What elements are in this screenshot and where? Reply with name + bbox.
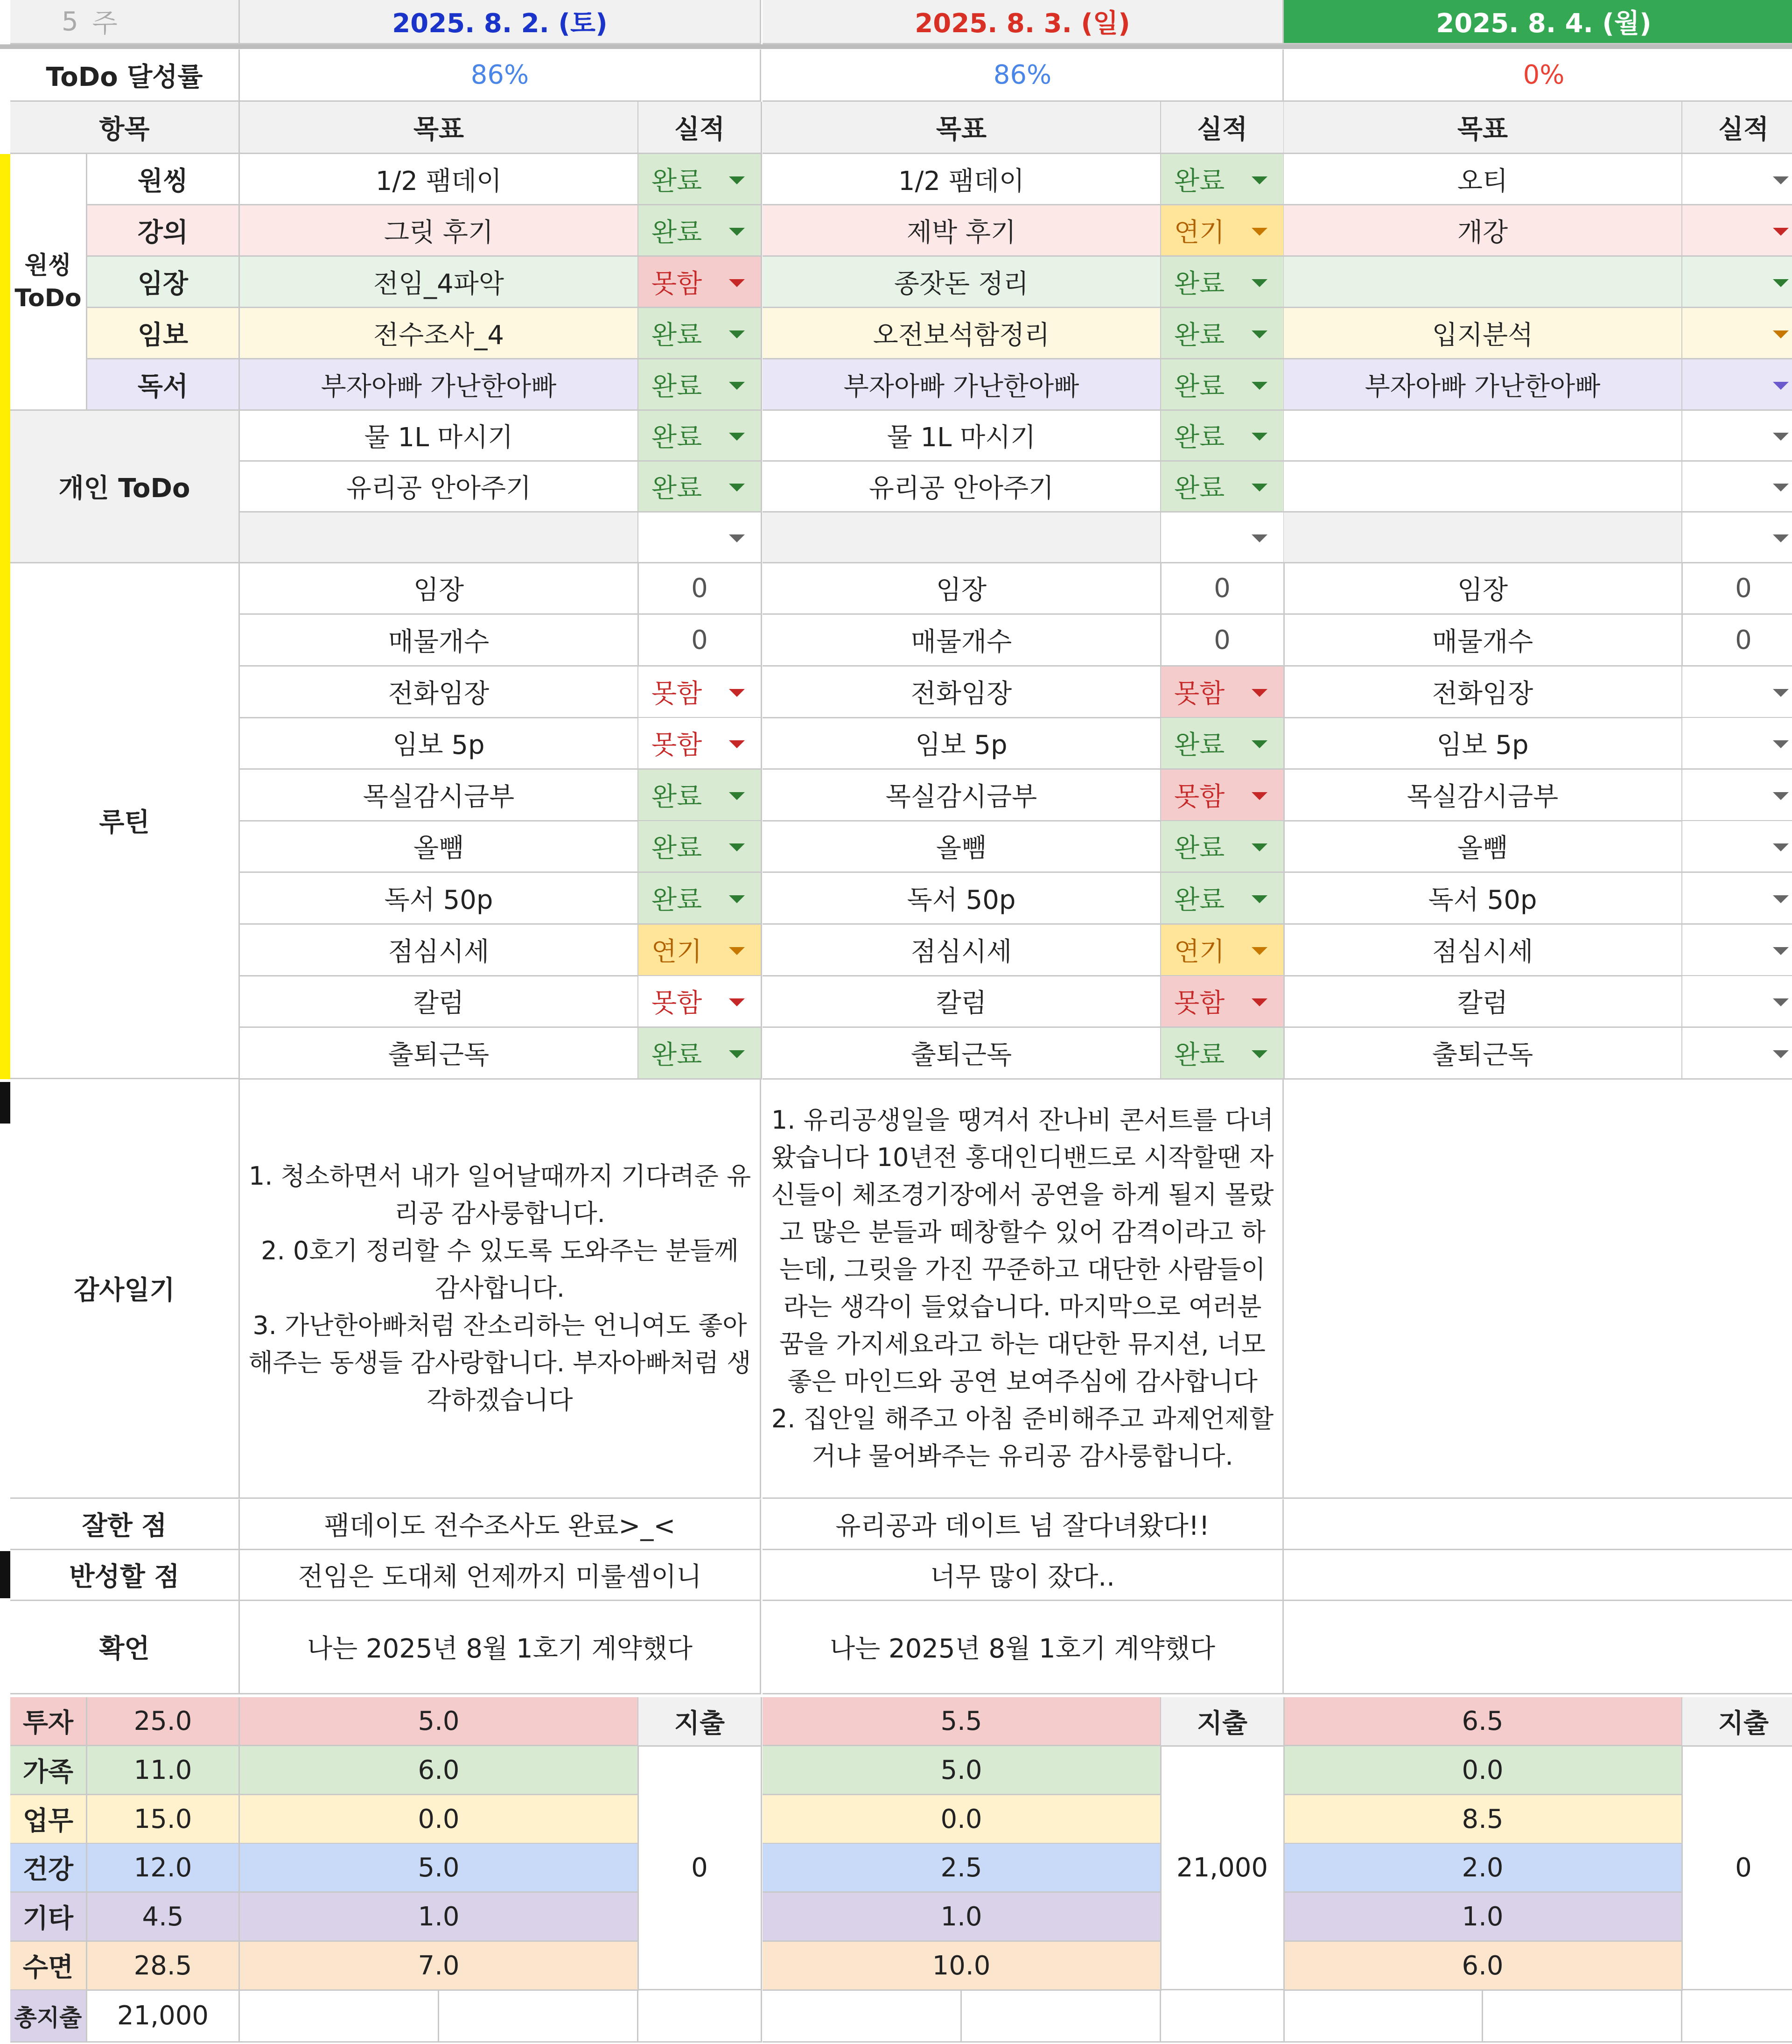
result-status: 못함 <box>651 988 702 1018</box>
goal-cell[interactable]: 임장 <box>763 563 1162 615</box>
time-value[interactable]: 2.5 <box>763 1844 1162 1893</box>
result-dropdown[interactable] <box>638 667 762 718</box>
time-total: 4.5 <box>87 1893 240 1942</box>
empty-cell <box>763 1990 962 2043</box>
time-value[interactable]: 0.0 <box>763 1795 1162 1844</box>
chevron-down-icon[interactable] <box>1252 843 1267 851</box>
chevron-down-icon[interactable] <box>1252 998 1267 1006</box>
empty-cell <box>240 1990 439 2043</box>
goal-cell[interactable]: 임보 5p <box>763 718 1162 770</box>
result-dropdown[interactable] <box>638 821 762 873</box>
chevron-down-icon[interactable] <box>1773 740 1789 748</box>
result-value: 0 <box>1161 615 1285 667</box>
reflect-value[interactable]: 전임은 도대체 언제까지 미룰셈이니 <box>240 1550 761 1601</box>
time-value[interactable]: 1.0 <box>763 1893 1162 1942</box>
row-marker <box>0 563 10 1079</box>
empty-cell <box>1483 1990 1682 2043</box>
result-dropdown[interactable] <box>638 770 762 822</box>
affirm-value[interactable] <box>1284 1601 1792 1694</box>
goal-cell[interactable]: 물 1L 마시기 <box>240 411 639 462</box>
chevron-down-icon[interactable] <box>1773 947 1789 955</box>
result-status: 완료 <box>651 1040 702 1070</box>
goal-cell[interactable]: 전화임장 <box>240 667 639 718</box>
chevron-down-icon[interactable] <box>1773 689 1789 697</box>
goal-cell[interactable]: 입지분석 <box>1284 308 1683 359</box>
goal-cell[interactable] <box>763 513 1162 563</box>
chevron-down-icon[interactable] <box>729 947 745 955</box>
chevron-down-icon[interactable] <box>1252 484 1267 492</box>
time-total: 12.0 <box>87 1844 240 1893</box>
result-dropdown[interactable] <box>1682 667 1792 718</box>
result-dropdown[interactable] <box>1682 411 1792 462</box>
result-dropdown[interactable] <box>1682 154 1792 205</box>
week-unit: 주 <box>92 8 118 39</box>
date-header[interactable]: 2025. 8. 4. (월) <box>1284 0 1792 44</box>
expense-value[interactable]: 0 <box>638 1747 762 1990</box>
goal-cell[interactable]: 독서 50p <box>763 873 1162 925</box>
result-dropdown[interactable] <box>1161 1028 1285 1080</box>
chevron-down-icon[interactable] <box>1773 279 1789 287</box>
date-header[interactable]: 2025. 8. 3. (일) <box>763 0 1284 44</box>
category-label: 임장 <box>87 257 240 308</box>
result-dropdown[interactable] <box>638 718 762 770</box>
goal-cell[interactable]: 독서 50p <box>240 873 639 925</box>
chevron-down-icon[interactable] <box>729 895 745 903</box>
chevron-down-icon[interactable] <box>729 689 745 697</box>
chevron-down-icon[interactable] <box>1252 176 1267 184</box>
chevron-down-icon[interactable] <box>1773 382 1789 390</box>
result-dropdown[interactable] <box>1161 718 1285 770</box>
result-dropdown[interactable] <box>638 462 762 513</box>
chevron-down-icon[interactable] <box>1252 382 1267 390</box>
goal-header: 목표 <box>240 102 639 154</box>
chevron-down-icon[interactable] <box>1252 228 1267 236</box>
result-status: 완료 <box>1174 885 1225 915</box>
result-dropdown[interactable] <box>1161 462 1285 513</box>
goal-cell[interactable]: 전화임장 <box>1284 667 1683 718</box>
goal-cell[interactable]: 칼럼 <box>763 976 1162 1028</box>
goal-cell[interactable]: 그릿 후기 <box>240 205 639 257</box>
result-dropdown[interactable] <box>638 257 762 308</box>
chevron-down-icon[interactable] <box>729 176 745 184</box>
time-category: 기타 <box>10 1893 87 1942</box>
reflect-value[interactable] <box>1284 1550 1792 1601</box>
result-dropdown[interactable] <box>1682 308 1792 359</box>
result-status: 완료 <box>1174 320 1225 351</box>
result-dropdown[interactable] <box>1161 667 1285 718</box>
achievement-value: 0% <box>1284 49 1792 102</box>
chevron-down-icon[interactable] <box>1252 279 1267 287</box>
goal-cell[interactable]: 오티 <box>1284 154 1683 205</box>
result-value: 0 <box>1682 563 1792 615</box>
chevron-down-icon[interactable] <box>1773 534 1789 542</box>
goal-cell[interactable]: 전화임장 <box>763 667 1162 718</box>
time-category: 가족 <box>10 1746 87 1795</box>
result-header: 실적 <box>1161 102 1285 154</box>
week-number: 5 <box>62 6 78 37</box>
category-label: 강의 <box>87 205 240 257</box>
chevron-down-icon[interactable] <box>1252 330 1267 338</box>
time-value[interactable]: 1.0 <box>240 1893 639 1942</box>
row-marker <box>0 1082 10 1124</box>
result-header: 실적 <box>1682 102 1792 154</box>
result-dropdown[interactable] <box>1161 411 1285 462</box>
chevron-down-icon[interactable] <box>729 279 745 287</box>
week-label <box>10 0 240 44</box>
achievement-value: 86% <box>240 49 761 102</box>
row-marker <box>0 154 10 209</box>
time-category: 수면 <box>10 1942 87 1991</box>
time-value[interactable]: 6.0 <box>240 1746 639 1795</box>
time-value[interactable]: 6.5 <box>1284 1697 1683 1746</box>
goal-cell[interactable] <box>1284 513 1683 563</box>
result-dropdown[interactable] <box>638 411 762 462</box>
chevron-down-icon[interactable] <box>1773 895 1789 903</box>
goal-cell[interactable]: 개강 <box>1284 205 1683 257</box>
result-status: 완료 <box>1174 833 1225 864</box>
result-header: 실적 <box>638 102 762 154</box>
result-status: 완료 <box>651 473 702 504</box>
result-dropdown[interactable] <box>638 873 762 925</box>
result-status: 못함 <box>1174 679 1225 709</box>
result-dropdown[interactable] <box>638 976 762 1028</box>
result-dropdown[interactable] <box>638 925 762 976</box>
result-value: 0 <box>638 563 762 615</box>
time-value[interactable]: 0.0 <box>240 1795 639 1844</box>
chevron-down-icon[interactable] <box>1773 1050 1789 1058</box>
time-total: 15.0 <box>87 1795 240 1844</box>
goal-cell[interactable]: 점심시세 <box>763 925 1162 976</box>
time-category: 투자 <box>10 1697 87 1746</box>
good-value[interactable]: 팸데이도 전수조사도 완료>_< <box>240 1499 761 1550</box>
result-status: 완료 <box>1174 371 1225 402</box>
time-value[interactable]: 5.0 <box>240 1844 639 1893</box>
chevron-down-icon[interactable] <box>729 740 745 748</box>
goal-cell[interactable]: 올뺌 <box>240 821 639 873</box>
reflect-label: 반성할 점 <box>10 1550 240 1601</box>
goal-cell[interactable]: 출퇴근독 <box>240 1028 639 1080</box>
result-dropdown[interactable] <box>638 154 762 205</box>
goal-cell[interactable]: 목실감시금부 <box>1284 770 1683 822</box>
chevron-down-icon[interactable] <box>729 792 745 800</box>
category-label: 임보 <box>87 308 240 359</box>
chevron-down-icon[interactable] <box>1773 228 1789 236</box>
group-label-text: 원씽 ToDo <box>14 251 82 312</box>
chevron-down-icon[interactable] <box>1773 998 1789 1006</box>
goal-cell[interactable] <box>240 513 639 563</box>
result-dropdown[interactable] <box>1682 513 1792 563</box>
empty-cell <box>962 1990 1161 2043</box>
chevron-down-icon[interactable] <box>1773 843 1789 851</box>
result-dropdown[interactable] <box>1161 154 1285 205</box>
result-status: 완료 <box>1174 422 1225 453</box>
goal-cell[interactable]: 임보 5p <box>240 718 639 770</box>
expense-header: 지출 <box>1682 1697 1792 1747</box>
time-value[interactable]: 1.0 <box>1284 1893 1683 1942</box>
goal-cell[interactable]: 점심시세 <box>240 925 639 976</box>
result-status: 못함 <box>651 679 702 709</box>
result-status: 완료 <box>651 166 702 197</box>
result-dropdown[interactable] <box>1682 873 1792 925</box>
gratitude-entry[interactable] <box>1284 1079 1792 1499</box>
result-dropdown[interactable] <box>1161 513 1285 563</box>
result-status: 못함 <box>651 268 702 299</box>
result-dropdown[interactable] <box>1161 821 1285 873</box>
chevron-down-icon[interactable] <box>729 534 745 542</box>
result-dropdown[interactable] <box>1682 718 1792 770</box>
goal-cell[interactable]: 종잣돈 정리 <box>763 257 1162 308</box>
result-dropdown[interactable] <box>1161 257 1285 308</box>
goal-cell[interactable]: 오전보석함정리 <box>763 308 1162 359</box>
time-value[interactable]: 0.0 <box>1284 1746 1683 1795</box>
chevron-down-icon[interactable] <box>1252 534 1267 542</box>
empty-cell <box>439 1990 638 2043</box>
goal-cell[interactable]: 임보 5p <box>1284 718 1683 770</box>
goal-cell[interactable]: 점심시세 <box>1284 925 1683 976</box>
result-dropdown[interactable] <box>638 205 762 257</box>
empty-cell <box>1682 1990 1792 2043</box>
result-dropdown[interactable] <box>1682 205 1792 257</box>
chevron-down-icon[interactable] <box>1252 947 1267 955</box>
chevron-down-icon[interactable] <box>1773 176 1789 184</box>
personal-todo-label: 개인 ToDo <box>10 411 240 563</box>
goal-cell[interactable]: 칼럼 <box>240 976 639 1028</box>
goal-cell[interactable]: 유리공 안아주기 <box>240 462 639 513</box>
result-dropdown[interactable] <box>1682 1028 1792 1080</box>
result-status: 완료 <box>1174 730 1225 760</box>
goal-cell[interactable]: 임장 <box>1284 563 1683 615</box>
time-value[interactable]: 2.0 <box>1284 1844 1683 1893</box>
chevron-down-icon[interactable] <box>1252 433 1267 441</box>
chevron-down-icon[interactable] <box>729 228 745 236</box>
result-status: 완료 <box>651 422 702 453</box>
result-dropdown[interactable] <box>638 1028 762 1080</box>
expense-value[interactable]: 0 <box>1682 1747 1792 1990</box>
affirm-label: 확언 <box>10 1601 240 1694</box>
affirm-value[interactable]: 나는 2025년 8월 1호기 계약했다 <box>240 1601 761 1694</box>
result-status: 못함 <box>651 730 702 760</box>
expense-header: 지출 <box>1161 1697 1285 1747</box>
goal-cell[interactable]: 1/2 팸데이 <box>763 154 1162 205</box>
affirm-value[interactable]: 나는 2025년 8월 1호기 계약했다 <box>763 1601 1284 1694</box>
chevron-down-icon[interactable] <box>729 330 745 338</box>
result-dropdown[interactable] <box>1161 925 1285 976</box>
chevron-down-icon[interactable] <box>1773 433 1789 441</box>
goal-cell[interactable]: 부자아빠 가난한아빠 <box>763 359 1162 411</box>
result-dropdown[interactable] <box>1682 257 1792 308</box>
empty-cell <box>638 1990 762 2043</box>
gratitude-entry[interactable]: 1. 청소하면서 내가 일어날때까지 기다려준 유리공 감사룽합니다. 2. 0호기 정리할 수 있도록 도와주는 분들께 감사합니다. 3. 가난한아빠처럼 잔소리하는 언니여도 좋아해주는 동생들 감사랑합니다. 부자아빠처럼 생각하겠습니다 <box>240 1079 761 1499</box>
gratitude-label: 감사일기 <box>10 1079 240 1499</box>
time-category: 건강 <box>10 1844 87 1893</box>
total-expense-value: 21,000 <box>87 1990 240 2043</box>
time-value[interactable]: 8.5 <box>1284 1795 1683 1844</box>
row-marker <box>0 209 10 411</box>
result-status: 완료 <box>651 885 702 915</box>
chevron-down-icon[interactable] <box>729 433 745 441</box>
chevron-down-icon[interactable] <box>729 484 745 492</box>
time-total: 28.5 <box>87 1942 240 1991</box>
expense-header: 지출 <box>638 1697 762 1747</box>
result-dropdown[interactable] <box>638 513 762 563</box>
row-marker <box>0 1551 10 1598</box>
chevron-down-icon[interactable] <box>1773 792 1789 800</box>
chevron-down-icon[interactable] <box>1252 792 1267 800</box>
result-dropdown[interactable] <box>1161 205 1285 257</box>
time-category: 업무 <box>10 1795 87 1844</box>
goal-cell[interactable]: 전임_4파악 <box>240 257 639 308</box>
goal-cell[interactable]: 목실감시금부 <box>240 770 639 822</box>
goal-cell[interactable]: 출퇴근독 <box>1284 1028 1683 1080</box>
result-status: 완료 <box>1174 1040 1225 1070</box>
time-value[interactable]: 5.0 <box>763 1746 1162 1795</box>
time-total: 11.0 <box>87 1746 240 1795</box>
result-dropdown[interactable] <box>1161 308 1285 359</box>
goal-cell[interactable]: 매물개수 <box>763 615 1162 667</box>
goal-cell[interactable]: 전수조사_4 <box>240 308 639 359</box>
result-status: 못함 <box>1174 782 1225 812</box>
result-status: 완료 <box>1174 166 1225 197</box>
chevron-down-icon[interactable] <box>729 1050 745 1058</box>
goal-cell[interactable]: 칼럼 <box>1284 976 1683 1028</box>
result-dropdown[interactable] <box>1682 770 1792 822</box>
result-status: 못함 <box>1174 988 1225 1018</box>
goal-cell[interactable]: 유리공 안아주기 <box>763 462 1162 513</box>
item-header: 항목 <box>10 102 240 154</box>
goal-cell[interactable] <box>1284 462 1683 513</box>
chevron-down-icon[interactable] <box>1773 484 1789 492</box>
gratitude-entry[interactable]: 1. 유리공생일을 땡겨서 잔나비 콘서트를 다녀왔습니다 10년전 홍대인디밴드로 시작할땐 자신들이 체조경기장에서 공연을 하게 될지 몰랐고 많은 분들과 떼창할수 있어 감격이라고 하는데, 그릿을 가진 꾸준하고 대단한 사람들이라는 생각이 들었습니다. 마지막으로 여러분 꿈을 가지세요라고 하는 대단한 뮤지션, 너모 좋은 마인드와 공연 보여주심에 감사합니다 2. 집안일 해주고 아침 준비해주고 과제언제할거냐 물어봐주는 유리공 감사룽합니다. <box>763 1079 1284 1499</box>
goal-cell[interactable]: 제박 후기 <box>763 205 1162 257</box>
goal-cell[interactable]: 1/2 팸데이 <box>240 154 639 205</box>
result-status: 완료 <box>1174 473 1225 504</box>
result-dropdown[interactable] <box>1161 770 1285 822</box>
good-label: 잘한 점 <box>10 1499 240 1550</box>
header-divider <box>0 44 1792 49</box>
result-dropdown[interactable] <box>1682 976 1792 1028</box>
result-status: 완료 <box>651 371 702 402</box>
row-marker <box>0 411 10 563</box>
category-label: 원씽 <box>87 154 240 205</box>
result-dropdown[interactable] <box>638 359 762 411</box>
result-status: 연기 <box>651 937 702 967</box>
result-dropdown[interactable] <box>1682 821 1792 873</box>
result-value: 0 <box>1682 615 1792 667</box>
goal-cell[interactable]: 매물개수 <box>1284 615 1683 667</box>
goal-cell[interactable] <box>1284 411 1683 462</box>
chevron-down-icon[interactable] <box>1773 330 1789 338</box>
good-value[interactable] <box>1284 1499 1792 1550</box>
goal-cell[interactable]: 부자아빠 가난한아빠 <box>240 359 639 411</box>
result-value: 0 <box>1161 563 1285 615</box>
chevron-down-icon[interactable] <box>729 382 745 390</box>
goal-header: 목표 <box>1284 102 1683 154</box>
result-dropdown[interactable] <box>1161 976 1285 1028</box>
time-value[interactable]: 10.0 <box>763 1942 1162 1991</box>
time-value[interactable]: 5.0 <box>240 1697 639 1746</box>
result-dropdown[interactable] <box>1682 462 1792 513</box>
goal-cell[interactable]: 부자아빠 가난한아빠 <box>1284 359 1683 411</box>
goal-cell[interactable]: 독서 50p <box>1284 873 1683 925</box>
chevron-down-icon[interactable] <box>1252 689 1267 697</box>
total-expense-label: 총지출 <box>10 1990 87 2043</box>
result-status: 완료 <box>651 833 702 864</box>
result-dropdown[interactable] <box>1161 873 1285 925</box>
time-value[interactable]: 6.0 <box>1284 1942 1683 1991</box>
result-status: 완료 <box>651 782 702 812</box>
time-value[interactable]: 5.5 <box>763 1697 1162 1746</box>
goal-cell[interactable]: 매물개수 <box>240 615 639 667</box>
routine-label: 루틴 <box>10 563 240 1079</box>
chevron-down-icon[interactable] <box>1252 1050 1267 1058</box>
result-status: 완료 <box>651 217 702 248</box>
date-header[interactable]: 2025. 8. 2. (토) <box>240 0 761 44</box>
reflect-value[interactable]: 너무 많이 잤다.. <box>763 1550 1284 1601</box>
chevron-down-icon[interactable] <box>1252 740 1267 748</box>
expense-value[interactable]: 21,000 <box>1161 1747 1285 1990</box>
goal-cell[interactable] <box>1284 257 1683 308</box>
result-value: 0 <box>638 615 762 667</box>
time-value[interactable]: 7.0 <box>240 1942 639 1991</box>
goal-cell[interactable]: 올뺌 <box>763 821 1162 873</box>
result-dropdown[interactable] <box>638 308 762 359</box>
chevron-down-icon[interactable] <box>729 998 745 1006</box>
goal-cell[interactable]: 임장 <box>240 563 639 615</box>
category-label: 독서 <box>87 359 240 411</box>
goal-cell[interactable]: 올뺌 <box>1284 821 1683 873</box>
result-dropdown[interactable] <box>1682 925 1792 976</box>
chevron-down-icon[interactable] <box>1252 895 1267 903</box>
result-status: 연기 <box>1174 217 1225 248</box>
empty-cell <box>1161 1990 1285 2043</box>
onething-group-label <box>10 154 87 411</box>
good-value[interactable]: 유리공과 데이트 넘 잘다녀왔다!! <box>763 1499 1284 1550</box>
goal-cell[interactable]: 목실감시금부 <box>763 770 1162 822</box>
goal-header: 목표 <box>763 102 1162 154</box>
result-status: 완료 <box>1174 268 1225 299</box>
goal-cell[interactable]: 출퇴근독 <box>763 1028 1162 1080</box>
empty-cell <box>1284 1990 1483 2043</box>
goal-cell[interactable]: 물 1L 마시기 <box>763 411 1162 462</box>
achievement-label: ToDo 달성률 <box>10 49 240 102</box>
result-status: 연기 <box>1174 937 1225 967</box>
time-total: 25.0 <box>87 1697 240 1746</box>
achievement-value: 86% <box>763 49 1284 102</box>
chevron-down-icon[interactable] <box>729 843 745 851</box>
result-dropdown[interactable] <box>1161 359 1285 411</box>
result-status: 완료 <box>651 320 702 351</box>
result-dropdown[interactable] <box>1682 359 1792 411</box>
